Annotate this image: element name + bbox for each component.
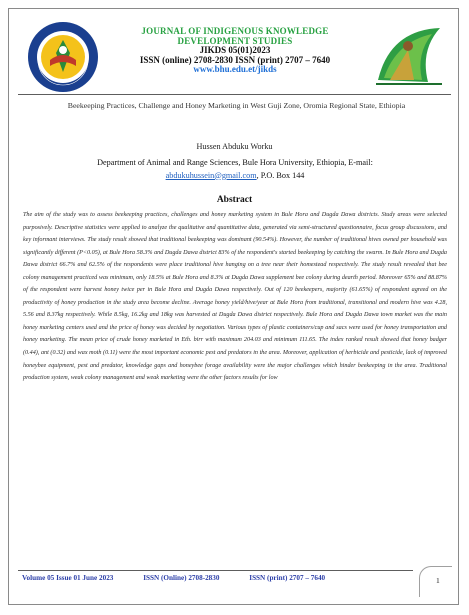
footer-rule [18, 570, 413, 571]
page-number: 1 [436, 576, 440, 585]
journal-header [110, 27, 360, 75]
journal-url[interactable]: www.bhu.edu.et/jikds [193, 64, 277, 74]
journal-code: JIKDS 05(01)2023 [199, 45, 271, 55]
journal-name-line1: JOURNAL OF INDIGENOUS KNOWLEDGE [141, 26, 329, 36]
po-box: , P.O. Box 144 [256, 170, 305, 180]
article-title: Beekeeping Practices, Challenge and Honey Marketing in West Guji Zone, Oromia Regional State, Ethiopia [67, 101, 406, 110]
article-author: Hussen Abduku Worku [196, 142, 273, 151]
journal-issn: ISSN (online) 2708-2830 ISSN (print) 2707 – 7640 [139, 54, 331, 65]
footer-issn-online: ISSN (Online) 2708-2830 [143, 574, 220, 582]
affiliation-text: Department of Animal and Range Sciences, Bule Hora University, Ethiopia, E-mail: [97, 158, 373, 167]
abstract-body: The aim of the study was to assess beekeeping practices, challenges and honey marketing system in Bule Hora and Dugda Dawa districts. Study areas were selected purposively. Descriptive statistics were applied to analyze the qualitative and quantitative data, generated via semi-structured questionnaire, focus group discussions, and key informant interviews. The study result showed that traditional beekeeping was dominant (90.54%). However, the number of traditional hives owned per household was significantly different (P<0.05), at Bule Hora 58.3% and Dugda Dawa district 83% of the respondent's started beekeeping by catching the swarm. In Bule Hora and Dugda Dawa district 66.7% and 62.5% of the respondents were place traditional hive hanging on a tree near their homestead respectively. The study result revealed that bee colony management practiced was minimum, only 18.5% at Bule Hora and 8.3% at Dugda Dawa supplement bee colony during dearth period. Moreover 65% and 88.87% of the respondent were harvest honey twice per in Bule Hora and Dugda Dawa respectively. Out of 120 beekeepers, majority (61.65%) of respondent agreed on the productivity of honey production in the study area become decline. Average honey yield/hive/year at Bule Hora from traditional, transitional and modern hive was 4.28, 5.56 and 8.37kg respectively. While 8.5kg, 16.2kg and 18kg was harvested at Dugda Dawa district respectively. Bule Hora and Dugda Dawa town market was the main honey marketing centers used and the price of honey was decided by negotiation. Various types of plastic containers/cup and sacs were used for honey transportation and honey marketing. The mean price of crude honey marketed in Eth. birr with maximum 204.03 and minimum 111.65. The index ranked result showed that honey badger (0.44), ant (0.32) and wax moth (0.11) were the most important economic pest and predators in the area. Moreover, application of herbicide and pesticide, lack of improved honeybee equipment, pest and predator, knowledge gaps and honeybee forage availability were the major challenges which hinder beekeeping in the area. Traditional production system, weak colony management and weak marketing were the other factors results for low [23, 212, 447, 382]
author-email-link[interactable]: abdukuhussein@gmail.com [165, 170, 257, 180]
footer-issn-print: ISSN (print) 2707 – 7640 [249, 574, 326, 582]
author-affiliation [40, 157, 430, 182]
journal-logo [370, 20, 448, 92]
header-rule [18, 94, 451, 95]
contact-line [40, 170, 430, 183]
abstract-heading: Abstract [216, 195, 253, 205]
journal-name-line2: DEVELOPMENT STUDIES [177, 35, 293, 46]
university-logo [26, 20, 100, 94]
footer-volume: Volume 05 Issue 01 June 2023 [22, 574, 114, 582]
page-footer [22, 574, 422, 582]
